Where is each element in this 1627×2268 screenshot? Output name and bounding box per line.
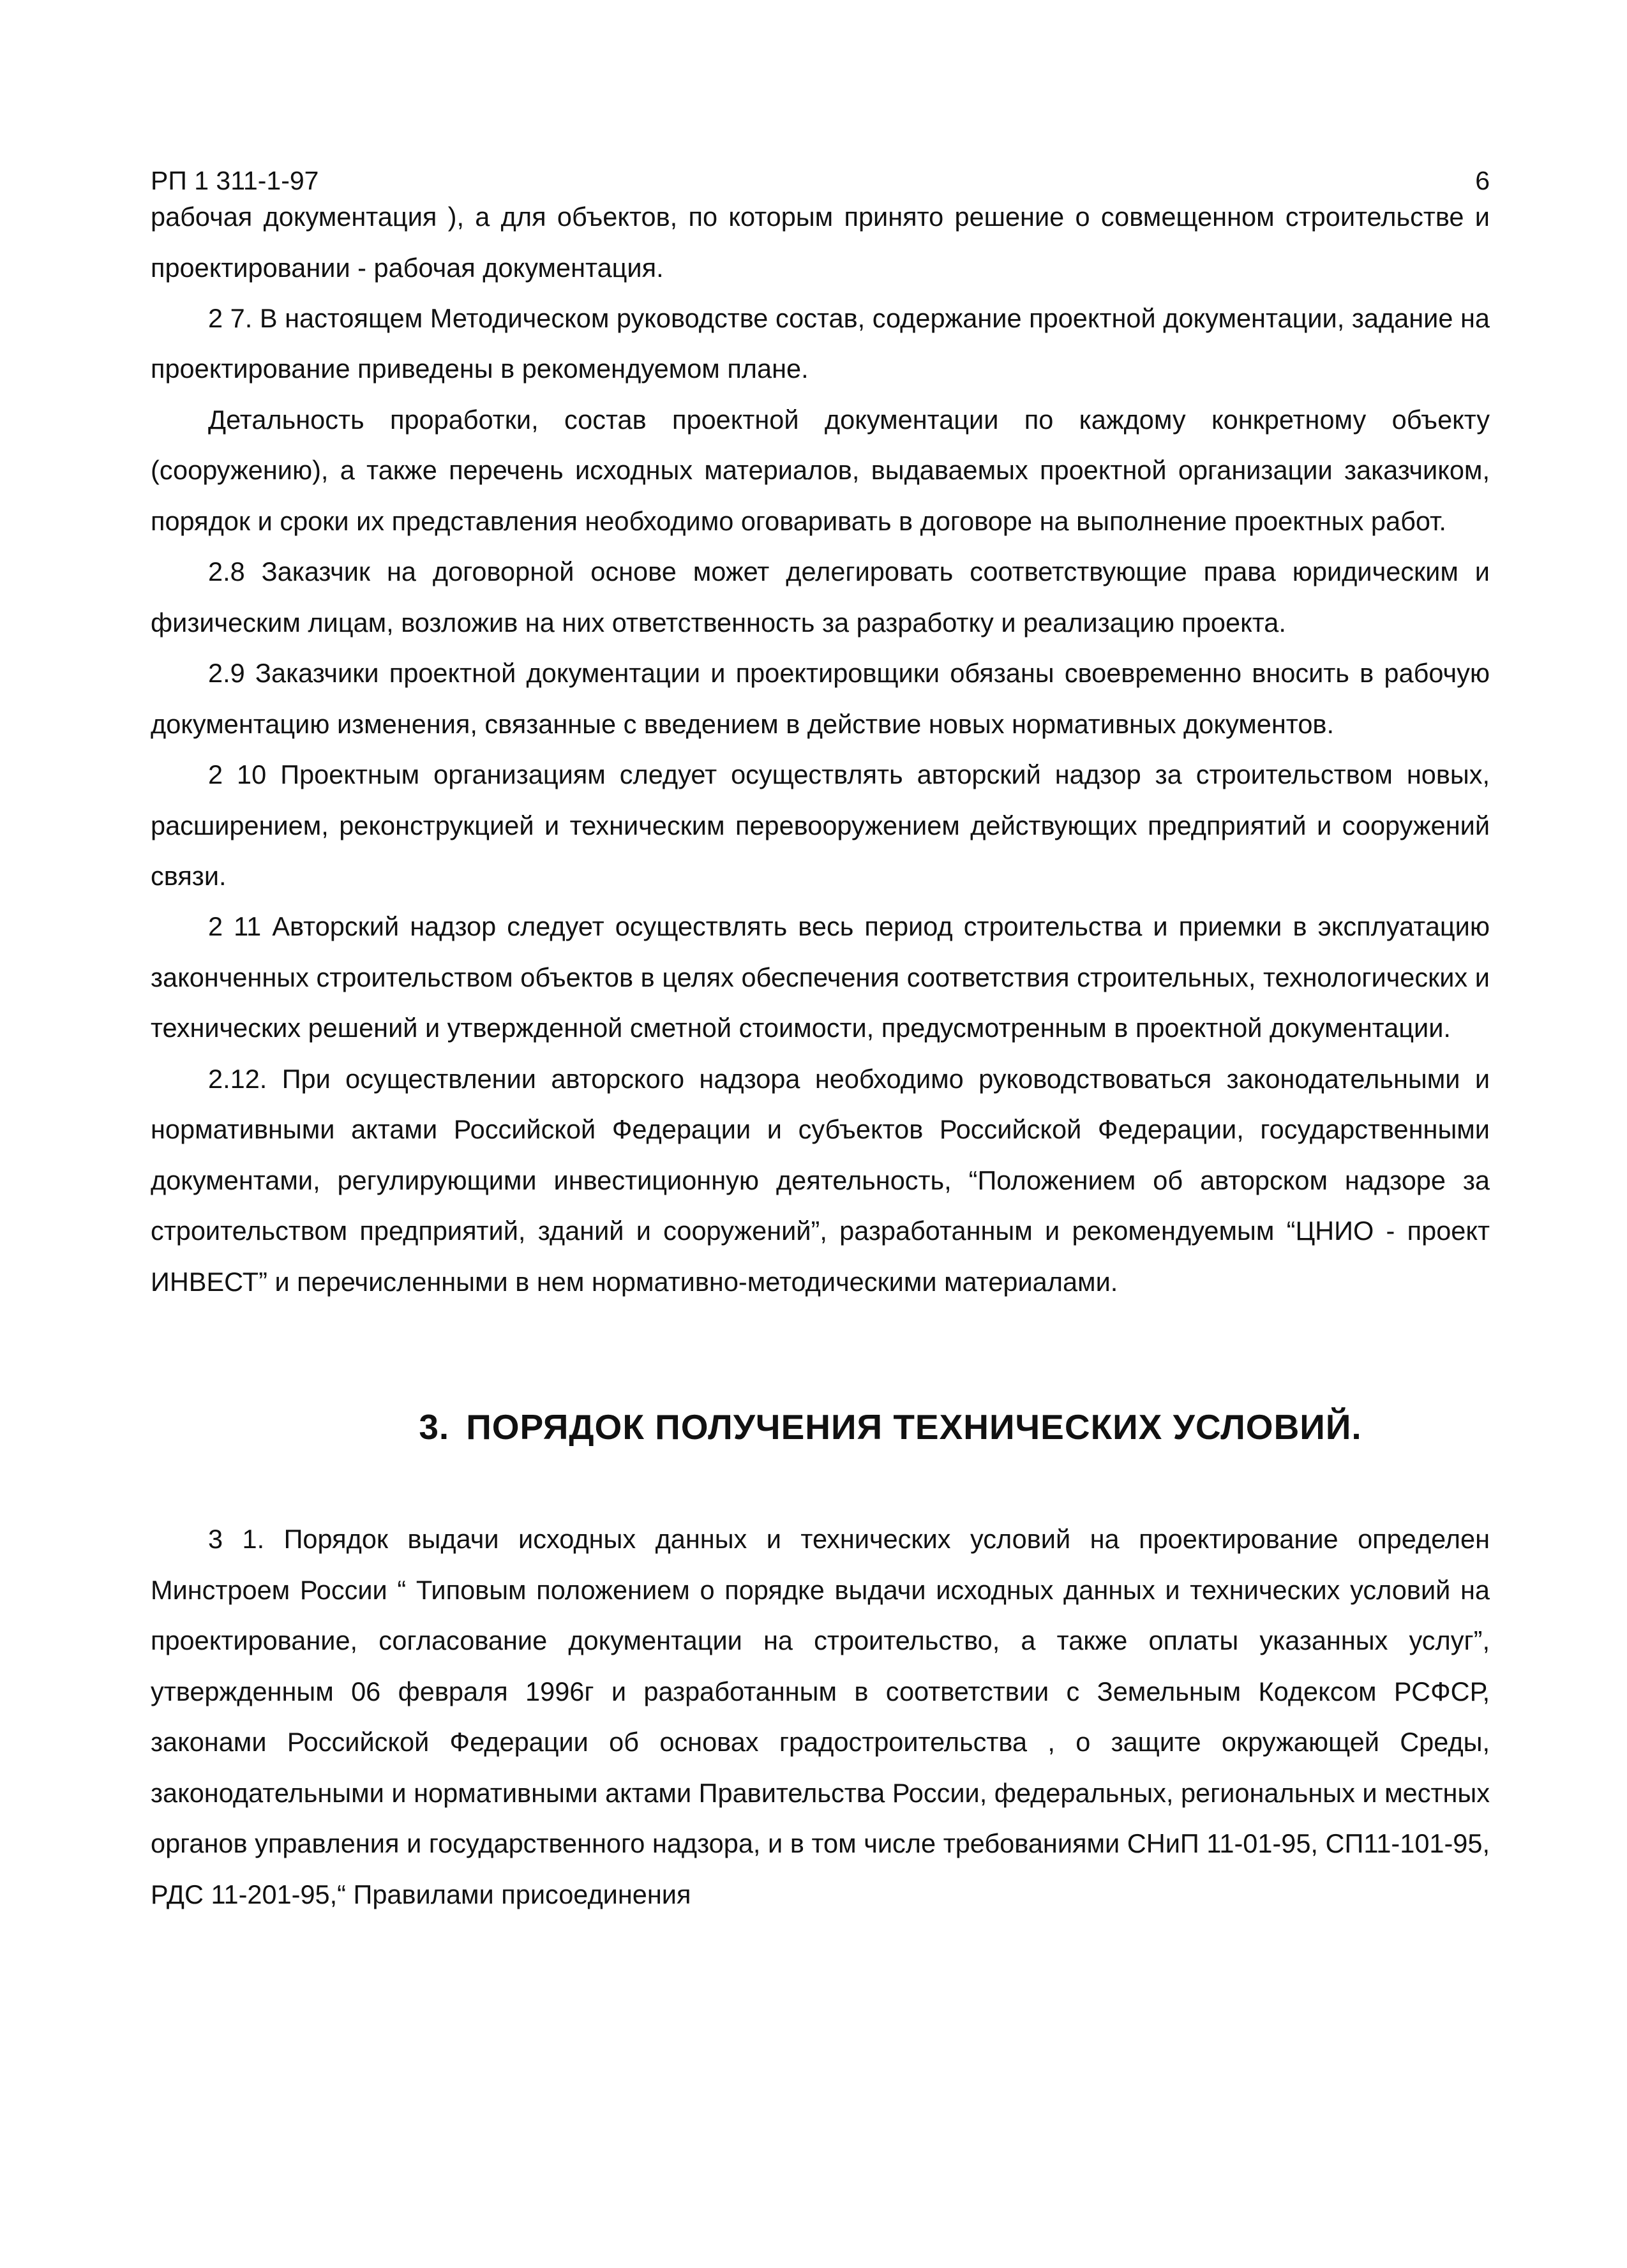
document-body [151,191,1490,1920]
section-number: 3. [419,1407,450,1447]
document-code: РП 1 311-1-97 [151,166,319,195]
paragraph-2-8: 2.8 Заказчик на договорной основе может делегировать соответствующие права юридическим и физическим лицам, возложив на них ответственность за разработку и реализацию проекта. [151,556,1490,638]
paragraph-2-11: 2 11 Авторский надзор следует осуществлять весь период строительства и приемки в эксплуатацию законченных строительством объектов в целях обеспечения соответствия строительных, технологических и технических решений и утвержденной сметной стоимости, предусмотренным в проектной документации. [151,911,1490,1043]
page-number: 6 [1475,166,1490,195]
paragraph-2-7: 2 7. В настоящем Методическом руководстве состав, содержание проектной документации, задание на проектирование приведены в рекомендуемом плане. [151,302,1490,384]
paragraph-detail: Детальность проработки, состав проектной документации по каждому конкретному объекту (сооружению), а также перечень исходных материалов, выдаваемых проектной организации заказчиком, порядок и сроки их представления необходимо оговаривать в договоре на выполнение проектных работ. [151,404,1490,536]
section-title: ПОРЯДОК ПОЛУЧЕНИЯ ТЕХНИЧЕСКИХ УСЛОВИЙ. [466,1407,1362,1447]
section-heading [151,1401,1490,1452]
paragraph-2-10: 2 10 Проектным организациям следует осуществлять авторский надзор за строительством новых, расширением, реконструкцией и техническим перевооружением действующих предприятий и сооружений связи. [151,759,1490,892]
paragraph-continuation: рабочая документация ), а для объектов, по которым принято решение о совмещенном строительстве и проектировании - рабочая документация. [151,202,1490,283]
paragraph-2-12: 2.12. При осуществлении авторского надзора необходимо руководствоваться законодательными и нормативными актами Российской Федерации и субъектов Российской Федерации, государственными документами, регулирующими инвестиционную деятельность, “Положением об авторском надзоре за строительством предприятий, зданий и сооружений”, разработанным и рекомендуемым “ЦНИО - проект ИНВЕСТ” и перечисленными в нем нормативно-методическими материалами. [151,1063,1490,1297]
paragraph-3-1: 3 1. Порядок выдачи исходных данных и технических условий на проектирование определен Минстроем России “ Типовым положением о порядке выдачи исходных данных и технических условий на проектирование, согласование документации на строительство, а также оплаты указанных услуг”, утвержденным 06 февраля 1996г и разработанным в соответствии с Земельным Кодексом РСФСР, законами Российской Федерации об основах градостроительства , о защите окружающей Среды, законодательными и нормативными актами Правительства России, федеральных, региональных и местных органов управления и государственного надзора, и в том числе требованиями СНиП 11-01-95, СП11-101-95, РДС 11-201-95,“ Правилами присоединения [151,1524,1490,1909]
paragraph-2-9: 2.9 Заказчики проектной документации и проектировщики обязаны своевременно вносить в рабочую документацию изменения, связанные с введением в действие новых нормативных документов. [151,658,1490,739]
